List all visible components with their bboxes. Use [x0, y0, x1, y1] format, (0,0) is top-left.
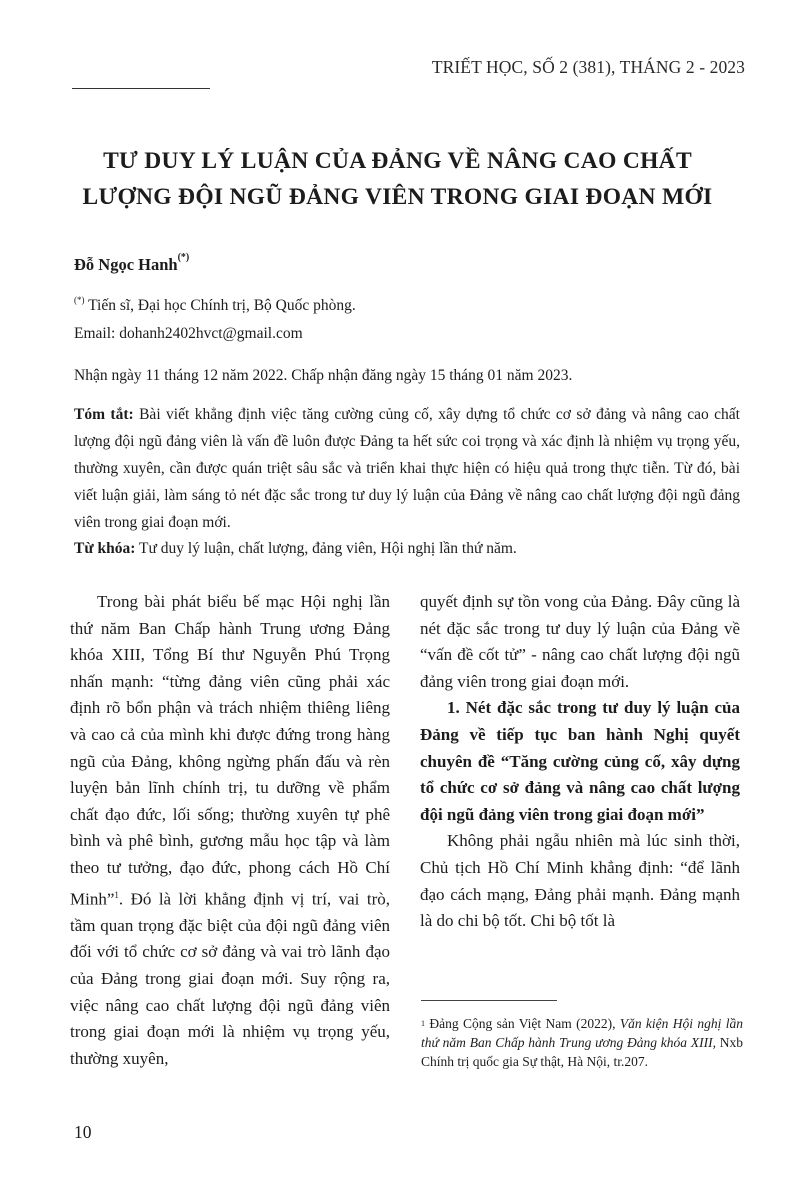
- affiliation-mark: (*): [74, 295, 85, 305]
- left-paragraph-text: Trong bài phát biểu bế mạc Hội nghị lần thứ năm Ban Chấp hành Trung ương Đảng khóa XIII, Tổng Bí thư Nguyễn Phú Trọng nhấn mạnh: “từng đảng viên cũng phải xác định rõ bổn phận và trách nhiệm thiêng liêng và cao cả của mình khi được đứng trong hàng ngũ của Đảng, không ngừng phấn đấu và rèn luyện bản lĩnh chính trị, tu dưỡng về phẩm chất đạo đức, lối sống; thường xuyên tự phê bình và phê bình, gương mẫu học tập và làm theo tư tưởng, đạo đức, phong cách Hồ Chí Minh”: [70, 592, 390, 909]
- received-date: Nhận ngày 11 tháng 12 năm 2022. Chấp nhận đăng ngày 15 tháng 01 năm 2023.: [74, 367, 573, 384]
- abstract-text: Bài viết khẳng định việc tăng cường củng cố, xây dựng tổ chức cơ sở đảng và nâng cao chất lượng đội ngũ đảng viên là vấn đề luôn được Đảng ta hết sức coi trọng và xác định là nhiệm vụ trọng yếu, thường xuyên, cần được quán triệt sâu sắc và triển khai thực hiện có hiệu quả trong thực tiễn. Từ đó, bài viết luận giải, làm sáng tỏ nét đặc sắc trong tư duy lý luận của Đảng về nâng cao chất lượng đội ngũ đảng viên trong giai đoạn mới.: [74, 406, 740, 531]
- title-line-1: TƯ DUY LÝ LUẬN CỦA ĐẢNG VỀ NÂNG CAO CHẤT: [103, 148, 692, 174]
- page-number: 10: [74, 1122, 92, 1142]
- footnote-text: Đảng Cộng sản Việt Nam (2022),: [425, 1016, 620, 1031]
- footnote-tail: Nxb Chính trị quốc gia Sự thật, Hà Nội, tr.207.: [421, 1035, 743, 1069]
- footnote-rule: [421, 1000, 557, 1001]
- body-right-column: [420, 589, 740, 935]
- keywords-text: Tư duy lý luận, chất lượng, đảng viên, Hội nghị lần thứ năm.: [135, 540, 517, 557]
- journal-header: TRIẾT HỌC, SỐ 2 (381), THÁNG 2 - 2023: [431, 57, 745, 77]
- right-paragraph-2: Không phải ngẫu nhiên mà lúc sinh thời, Chủ tịch Hồ Chí Minh khẳng định: “để lãnh đạo cách mạng, Đảng phải mạnh. Đảng mạnh là do chi bộ tốt. Chi bộ tốt là: [420, 831, 740, 931]
- affiliation-text: Tiến sĩ, Đại học Chính trị, Bộ Quốc phòng.: [84, 297, 356, 314]
- author-affiliation: [74, 297, 356, 315]
- abstract-label: Tóm tắt:: [74, 406, 134, 423]
- author-name: [74, 252, 190, 275]
- footnote: [421, 1014, 743, 1071]
- article-title: [60, 143, 735, 215]
- title-line-2: LƯỢNG ĐỘI NGŨ ĐẢNG VIÊN TRONG GIAI ĐOẠN MỚI: [82, 184, 713, 210]
- footnote-italic: Văn kiện Hội nghị lần thứ năm Ban Chấp hành Trung ương Đảng khóa XIII,: [421, 1016, 744, 1050]
- author-name-text: Đỗ Ngọc Hanh: [74, 255, 178, 274]
- body-left-column: [70, 589, 390, 1072]
- header-rule: [72, 88, 210, 89]
- keywords-label: Từ khóa:: [74, 540, 136, 557]
- left-paragraph: [70, 589, 390, 1072]
- left-paragraph-cont: . Đó là lời khẳng định vị trí, vai trò, tầm quan trọng đặc biệt của đội ngũ đảng viên đối với tổ chức cơ sở đảng và vai trò lãnh đạo của Đảng trong giai đoạn mới. Suy rộng ra, việc nâng cao chất lượng đội ngũ đảng viên trong giai đoạn mới là nhiệm vụ trọng yếu, thường xuyên,: [70, 889, 390, 1068]
- abstract: [74, 401, 740, 536]
- section-heading: 1. Nét đặc sắc trong tư duy lý luận của Đảng về tiếp tục ban hành Nghị quyết chuyên đề “Tăng cường củng cố, xây dựng tổ chức cơ sở đảng và nâng cao chất lượng đội ngũ đảng viên trong giai đoạn mới”: [420, 698, 740, 824]
- footnote-number: 1: [421, 1019, 425, 1028]
- keywords: [74, 540, 517, 558]
- right-paragraph-1: quyết định sự tồn vong của Đảng. Đây cũng là nét đặc sắc trong tư duy lý luận của Đảng về “vấn đề cốt tử” - nâng cao chất lượng đội ngũ đảng viên trong giai đoạn mới.: [420, 592, 740, 691]
- author-email: Email: dohanh2402hvct@gmail.com: [74, 325, 303, 342]
- footnote-ref: 1: [114, 889, 119, 900]
- author-mark: (*): [177, 252, 190, 263]
